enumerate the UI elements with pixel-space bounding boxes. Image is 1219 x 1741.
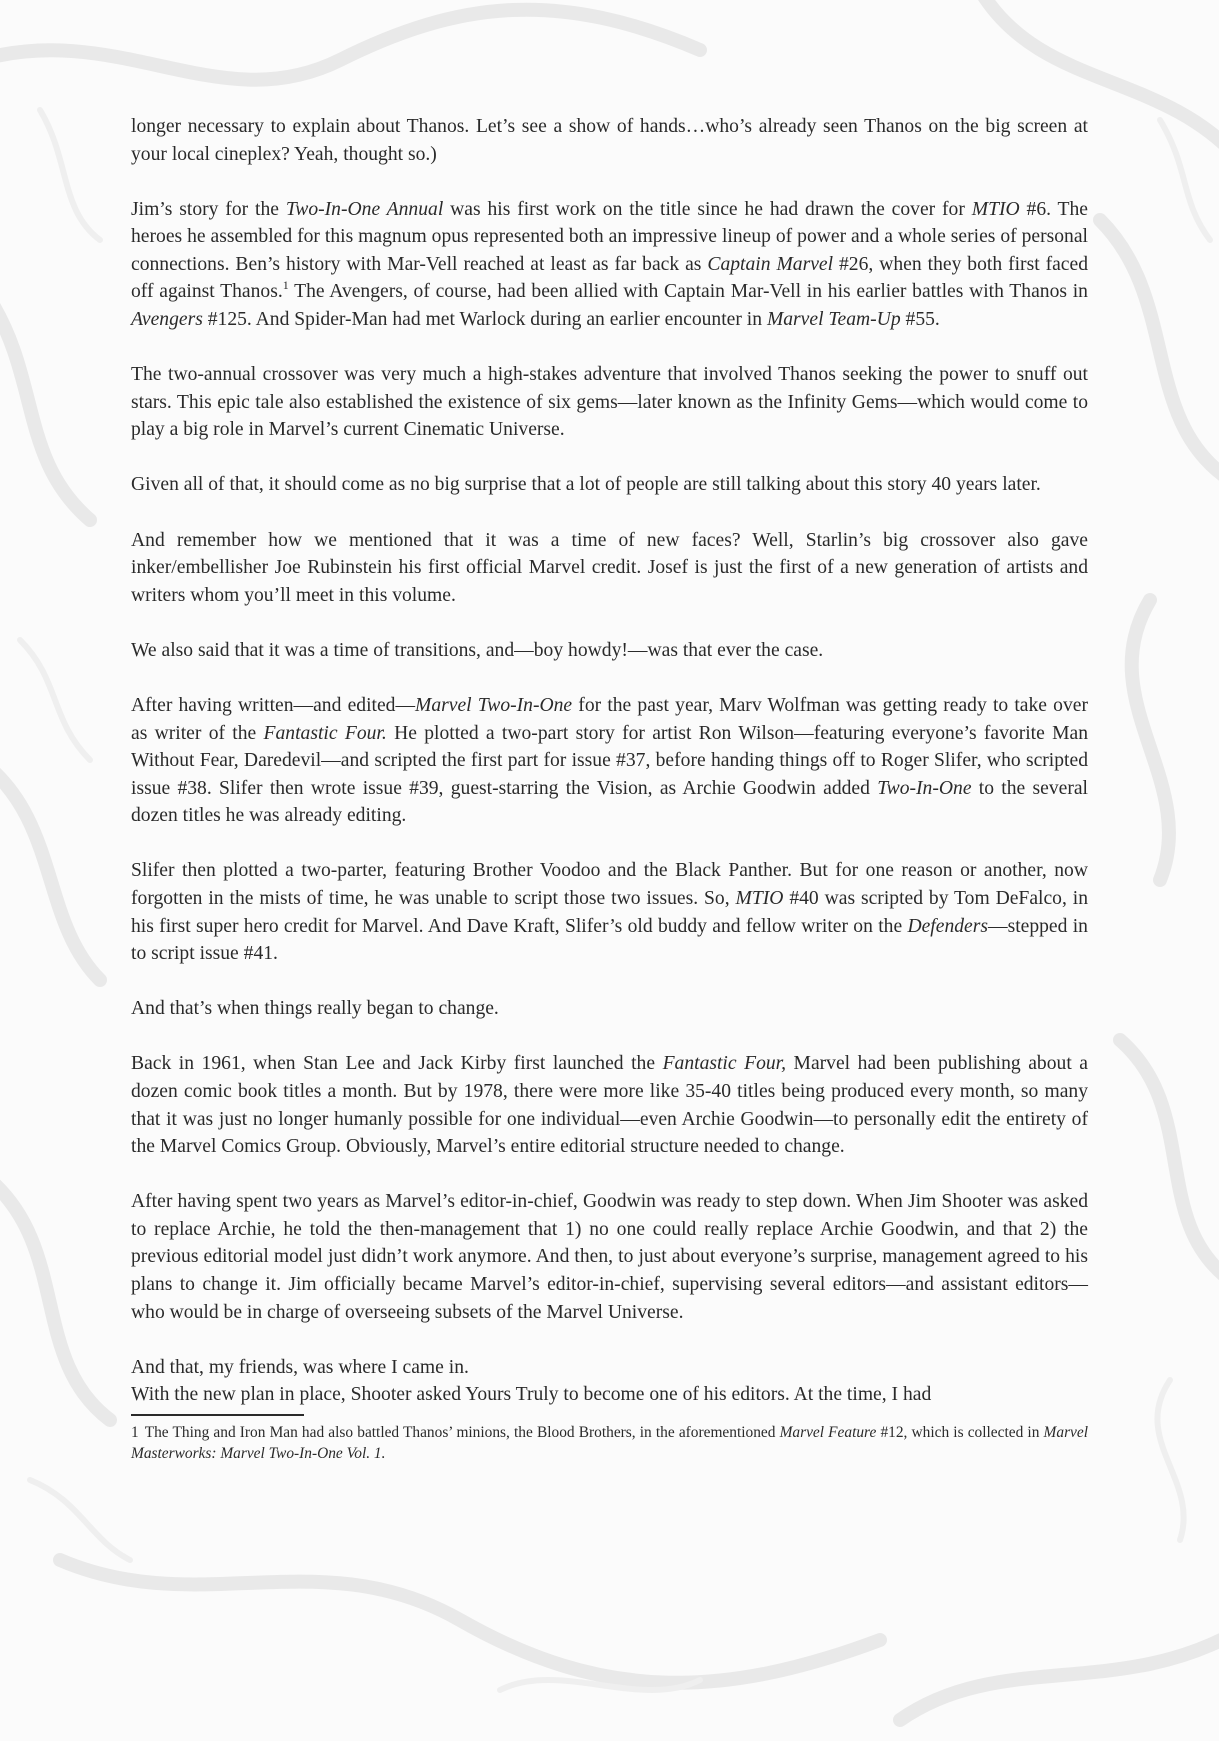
text-run: Marvel had been publishing about a dozen comic book titles a month. But by 1978, there were more like 35-40 titles being produced every month, so many that it was just no longer humanly possible for one individual—even Archie Goodwin—to personally edit the entirety of the Marvel Comics Group. Obviously, Marvel’s entire editorial structure needed to change.	[131, 1053, 1088, 1158]
paragraph	[131, 692, 1088, 830]
italic-title: Marvel Feature	[779, 1423, 877, 1441]
paragraph	[131, 1188, 1088, 1326]
text-run: Slifer then plotted a two-parter, featuring Brother Voodoo and the Black Panther. But for one reason or another, now forgotten in the mists of time, he was unable to script those two issues. So,	[131, 860, 1088, 909]
text-run: was his first work on the title since he had drawn the cover for	[443, 198, 972, 220]
italic-title: Captain Marvel	[707, 253, 834, 275]
text-run: —stepped in to script issue #41.	[131, 915, 1088, 965]
text-run: After having written—and edited—	[131, 694, 416, 716]
text-run: Given all of that, it should come as no big surprise that a lot of people are still talking about this story 40 years later.	[131, 474, 1041, 496]
italic-title: Two-In-One	[877, 777, 972, 799]
paragraph	[131, 857, 1088, 967]
text-run: With the new plan in place, Shooter asked Yours Truly to become one of his editors. At the time, I had	[131, 1384, 932, 1406]
page-body	[131, 113, 1088, 1464]
paragraph	[131, 527, 1088, 610]
paragraph	[131, 1050, 1088, 1160]
footnote-divider	[131, 1414, 304, 1416]
text-run: And that’s when things really began to change.	[131, 998, 499, 1020]
text-run: Jim’s story for the	[131, 198, 286, 220]
text-run: #125. And Spider-Man had met Warlock during an earlier encounter in	[202, 309, 767, 331]
text-run: to the several dozen titles he was already editing.	[131, 777, 1088, 827]
paragraph	[131, 471, 1088, 499]
text-run: And that, my friends, was where I came in.	[131, 1356, 469, 1378]
italic-title: Defenders	[907, 915, 988, 937]
footnote-number: 1	[131, 1423, 139, 1441]
italic-title: Marvel Two-In-One	[415, 694, 573, 716]
text-run: #40 was scripted by Tom DeFalco, in his first super hero credit for Marvel. And Dave Kraft, Slifer’s old buddy and fellow writer on the	[131, 887, 1088, 937]
text-run: #6. The heroes he assembled for this magnum opus represented both an impressive lineup of power and a whole series of personal connections. Ben’s history with Mar-Vell reached at least as far back as	[131, 198, 1088, 275]
paragraph	[131, 1354, 1088, 1382]
italic-title: Two-In-One Annual	[285, 198, 444, 220]
paragraph	[131, 637, 1088, 665]
italic-title: Fantastic Four.	[263, 722, 387, 744]
italic-title: Marvel Team-Up	[766, 309, 901, 331]
text-run: #12, which is collected in	[876, 1423, 1044, 1441]
paragraph	[131, 113, 1088, 168]
text-run: Back in 1961, when Stan Lee and Jack Kirby first launched the	[131, 1053, 663, 1075]
footnote-marker: 1	[282, 278, 289, 293]
paragraph	[131, 1381, 1088, 1409]
text-run: We also said that it was a time of transitions, and—boy howdy!—was that ever the case.	[131, 639, 824, 661]
text-run: The Thing and Iron Man had also battled Thanos’ minions, the Blood Brothers, in the aforementioned	[144, 1423, 780, 1441]
text-run: The Avengers, of course, had been allied with Captain Mar-Vell in his earlier battles with Thanos in	[288, 281, 1088, 303]
italic-title: Fantastic Four,	[662, 1053, 787, 1075]
text-run: After having spent two years as Marvel’s editor-in-chief, Goodwin was ready to step down. When Jim Shooter was asked to replace Archie, he told the then-management that 1) no one could really replace Archie Goodwin, and that 2) the previous editorial model just didn’t work anymore. And then, to just about everyone’s surprise, management agreed to his plans to change it. Jim officially became Marvel’s editor-in-chief, supervising several editors—and assistant editors—who would be in charge of overseeing subsets of the Marvel Universe.	[131, 1191, 1088, 1323]
paragraph	[131, 361, 1088, 444]
italic-title: MTIO	[971, 198, 1020, 220]
text-run: #55.	[900, 309, 940, 331]
footnote-text	[131, 1424, 1088, 1462]
paragraph	[131, 995, 1088, 1023]
italic-title: Avengers	[131, 309, 203, 331]
text-run: He plotted a two-part story for artist Ron Wilson—featuring everyone’s favorite Man Without Fear, Daredevil—and scripted the first part for issue #37, before handing things off to Roger Slifer, who scripted issue #38. Slifer then wrote issue #39, guest-starring the Vision, as Archie Goodwin added	[131, 722, 1089, 799]
text-run: for the past year, Marv Wolfman was getting ready to take over as writer of the	[131, 694, 1088, 744]
paragraph	[131, 196, 1088, 334]
text-run: longer necessary to explain about Thanos. Let’s see a show of hands…who’s already seen Thanos on the big screen at your local cineplex? Yeah, thought so.)	[131, 116, 1088, 165]
text-run: The two-annual crossover was very much a high-stakes adventure that involved Thanos seeking the power to snuff out stars. This epic tale also established the existence of six gems—later known as the Infinity Gems—which would come to play a big role in Marvel’s current Cinematic Universe.	[131, 364, 1088, 441]
text-run: And remember how we mentioned that it was a time of new faces? Well, Starlin’s big crossover also gave inker/embellisher Joe Rubinstein his first official Marvel credit. Josef is just the first of a new generation of artists and writers whom you’ll meet in this volume.	[131, 529, 1088, 606]
text-run: #26, when they both first faced off against Thanos.	[131, 253, 1089, 303]
italic-title: MTIO	[735, 887, 784, 909]
footnote	[131, 1422, 1088, 1464]
italic-title: Marvel Masterworks: Marvel Two-In-One Vol. 1.	[131, 1423, 1088, 1462]
